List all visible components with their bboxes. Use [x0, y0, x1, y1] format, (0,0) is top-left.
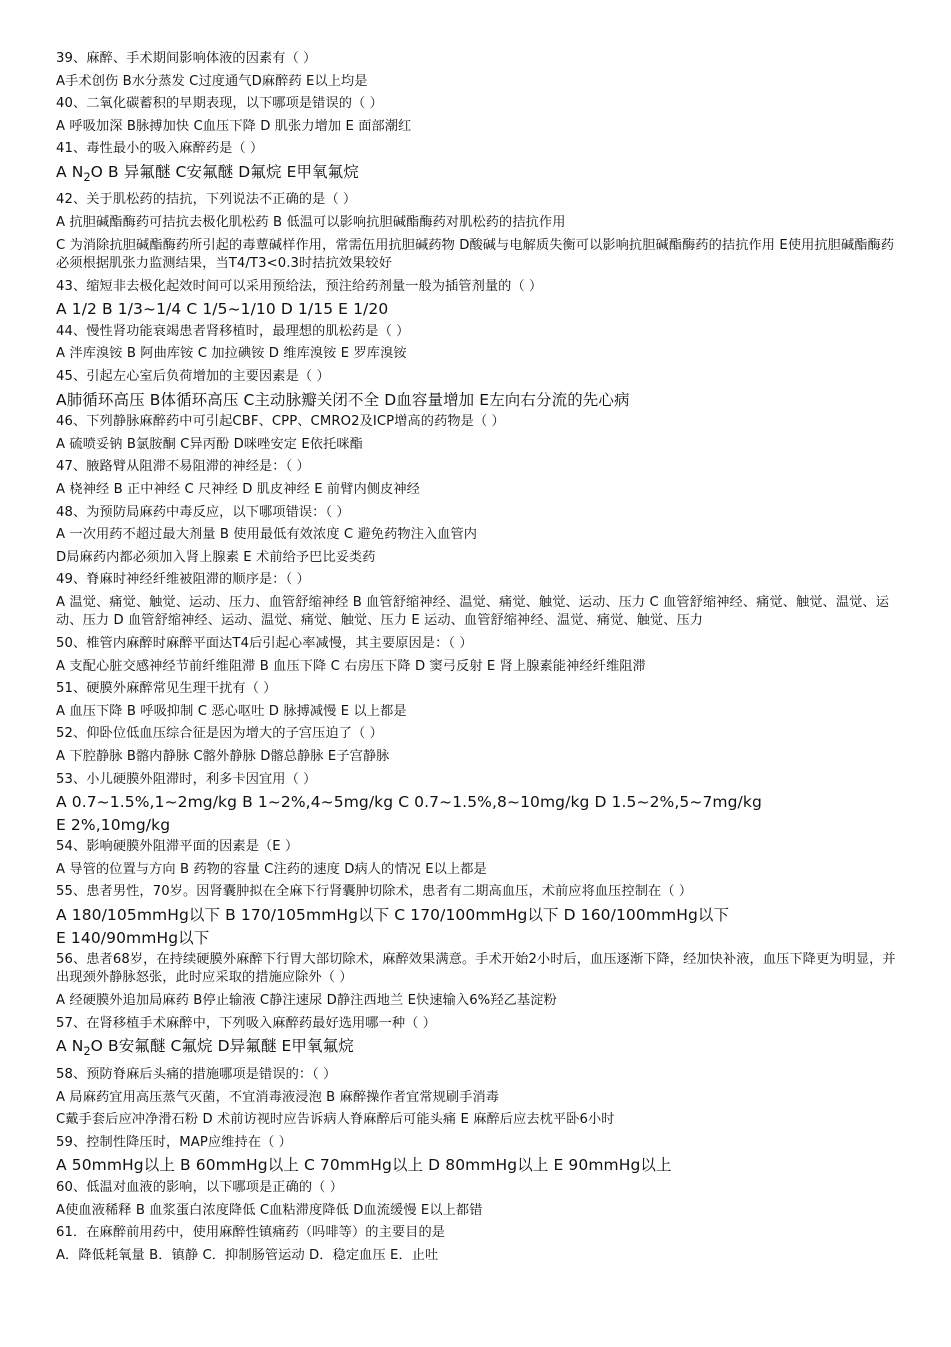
- text-line: [56, 990, 896, 1013]
- document-page: [56, 48, 896, 1267]
- line-text: 44、慢性肾功能衰竭患者肾移植时，最理想的肌松药是（ ）: [56, 323, 410, 339]
- line-text: 41、毒性最小的吸入麻醉药是（ ）: [56, 141, 264, 157]
- text-line: [56, 1132, 896, 1155]
- line-text: 51、硬膜外麻醉常见生理干扰有（ ）: [56, 681, 277, 697]
- text-line: [56, 547, 896, 570]
- text-line: [56, 161, 896, 189]
- text-line: [56, 93, 896, 116]
- text-line: [56, 189, 896, 212]
- text-line: [56, 48, 896, 71]
- line-text: A 桡神经 B 正中神经 C 尺神经 D 肌皮神经 E 前臂内侧皮神经: [56, 481, 420, 497]
- text-line: [56, 594, 896, 630]
- line-text: E 2%,10mg/kg: [56, 815, 171, 834]
- line-text: 48、为预防局麻药中毒反应，以下哪项错误：（ ）: [56, 504, 350, 520]
- line-text: 54、影响硬膜外阻滞平面的因素是（E ）: [56, 839, 299, 855]
- text-line: [56, 1109, 896, 1132]
- text-line: [56, 1154, 896, 1177]
- text-line: [56, 633, 896, 656]
- line-text: A 泮库溴铵 B 阿曲库铵 C 加拉碘铵 D 维库溴铵 E 罗库溴铵: [56, 346, 407, 362]
- text-line: [56, 321, 896, 344]
- text-line: [56, 456, 896, 479]
- line-text: E 140/90mmHg以下: [56, 928, 210, 947]
- text-line: [56, 701, 896, 724]
- line-prefix: A N: [56, 162, 84, 181]
- text-line: [56, 859, 896, 882]
- subscript: 2: [83, 1045, 91, 1059]
- text-line: [56, 389, 896, 412]
- text-line: [56, 1177, 896, 1200]
- text-line: [56, 678, 896, 701]
- text-line: [56, 1087, 896, 1110]
- text-line: [56, 524, 896, 547]
- line-text: 58、预防脊麻后头痛的措施哪项是错误的：（ ）: [56, 1066, 337, 1082]
- text-line: [56, 723, 896, 746]
- line-text: A 下腔静脉 B髂内静脉 C髂外静脉 D髂总静脉 E子宫静脉: [56, 748, 390, 764]
- line-text: D局麻药内都必须加入肾上腺素 E 术前给予巴比妥类药: [56, 549, 376, 565]
- line-text: A 硫喷妥钠 B氯胺酮 C异丙酚 D咪唑安定 E依托咪酯: [56, 436, 363, 452]
- text-line: [56, 411, 896, 434]
- text-line: [56, 881, 896, 904]
- line-text: A 50mmHg以上 B 60mmHg以上 C 70mmHg以上 D 80mmHg以上 E 90mmHg以上: [56, 1156, 672, 1175]
- line-text: A．降低耗氧量 B．镇静 C．抑制肠管运动 D．稳定血压 E．止吐: [56, 1247, 439, 1263]
- line-text: 49、脊麻时神经纤维被阻滞的顺序是：（ ）: [56, 572, 310, 588]
- line-text: A 支配心脏交感神经节前纤维阻滞 B 血压下降 C 右房压下降 D 窦弓反射 E 肾上腺素能神经纤维阻滞: [56, 658, 646, 674]
- text-line: [56, 1064, 896, 1087]
- text-line: [56, 479, 896, 502]
- line-text: A使血液稀释 B 血浆蛋白浓度降低 C血粘滞度降低 D血流缓慢 E以上都错: [56, 1202, 483, 1218]
- line-text: 39、麻醉、手术期间影响体液的因素有（ ）: [56, 51, 317, 66]
- text-line: [56, 1035, 896, 1063]
- text-line: [56, 1013, 896, 1036]
- text-line: [56, 1200, 896, 1223]
- line-text: A 血压下降 B 呼吸抑制 C 恶心呕吐 D 脉搏减慢 E 以上都是: [56, 703, 407, 719]
- line-text: C 为消除抗胆碱酯酶药所引起的毒蕈碱样作用，常需伍用抗胆碱药物 D酸碱与电解质失衡可以影响抗胆碱酯酶药的拮抗作用 E使用抗胆碱酯酶药必须根据肌张力监测结果，当T4/T3<0.3时拮抗效果较好: [56, 237, 895, 271]
- line-text: A 呼吸加深 B脉搏加快 C血压下降 D 肌张力增加 E 面部潮红: [56, 118, 412, 134]
- text-line: [56, 656, 896, 679]
- text-line: [56, 116, 896, 139]
- line-text: 59、控制性降压时，MAP应维持在（ ）: [56, 1134, 292, 1150]
- text-line: [56, 569, 896, 592]
- text-line: [56, 746, 896, 769]
- line-text: A 一次用药不超过最大剂量 B 使用最低有效浓度 C 避免药物注入血管内: [56, 527, 478, 543]
- line-text: 60、低温对血液的影响，以下哪项是正确的（ ）: [56, 1179, 344, 1195]
- text-line: [56, 904, 896, 927]
- text-line: [56, 71, 896, 94]
- subscript: 2: [83, 170, 91, 184]
- text-line: [56, 769, 896, 792]
- text-line: [56, 502, 896, 525]
- text-line: [56, 138, 896, 161]
- line-text: O B 异氟醚 C安氟醚 D氟烷 E甲氧氟烷: [90, 162, 359, 181]
- line-text: A 抗胆碱酯酶药可拮抗去极化肌松药 B 低温可以影响抗胆碱酯酶药对肌松药的拮抗作用: [56, 215, 566, 231]
- text-line: [56, 836, 896, 859]
- line-text: 42、关于肌松药的拮抗，下列说法不正确的是（ ）: [56, 192, 357, 208]
- line-text: 43、缩短非去极化起效时间可以采用预给法，预注给药剂量一般为插管剂量的（ ）: [56, 278, 543, 294]
- line-prefix: A N: [56, 1037, 84, 1056]
- text-line: [56, 927, 896, 950]
- line-text: 53、小儿硬膜外阻滞时，利多卡因宜用（ ）: [56, 771, 317, 787]
- line-text: 55、患者男性，70岁。因肾囊肿拟在全麻下行肾囊肿切除术，患者有二期高血压，术前应将血压控制在（ ）: [56, 884, 693, 900]
- text-line: [56, 951, 896, 987]
- text-line: [56, 366, 896, 389]
- line-text: O B安氟醚 C氟烷 D异氟醚 E甲氧氟烷: [90, 1037, 354, 1056]
- line-text: A 1/2 B 1/3~1/4 C 1/5~1/10 D 1/15 E 1/20: [56, 300, 389, 319]
- line-text: 50、椎管内麻醉时麻醉平面达T4后引起心率减慢，其主要原因是：（ ）: [56, 635, 473, 651]
- line-text: C戴手套后应冲净滑石粉 D 术前访视时应告诉病人脊麻醉后可能头痛 E 麻醉后应去枕平卧6小时: [56, 1112, 615, 1128]
- line-text: A肺循环高压 B体循环高压 C主动脉瓣关闭不全 D血容量增加 E左向右分流的先心病: [56, 390, 630, 409]
- line-text: A 180/105mmHg以下 B 170/105mmHg以下 C 170/100mmHg以下 D 160/100mmHg以下: [56, 906, 730, 925]
- line-text: 56、患者68岁，在持续硬膜外麻醉下行胃大部切除术，麻醉效果满意。手术开始2小时后，血压逐渐下降，经加快补液，血压下降更为明显，并出现颈外静脉怒张，此时应采取的措施应除外（ ）: [56, 952, 896, 986]
- line-text: 57、在肾移植手术麻醉中，下列吸入麻醉药最好选用哪一种（ ）: [56, 1015, 437, 1031]
- text-line: [56, 298, 896, 321]
- line-text: A 经硬膜外追加局麻药 B停止输液 C静注速尿 D静注西地兰 E快速输入6%羟乙基淀粉: [56, 993, 557, 1009]
- line-text: 61．在麻醉前用药中，使用麻醉性镇痛药（吗啡等）的主要目的是: [56, 1225, 446, 1241]
- line-text: 45、引起左心室后负荷增加的主要因素是（ ）: [56, 369, 330, 385]
- text-line: [56, 237, 896, 273]
- line-text: A手术创伤 B水分蒸发 C过度通气D麻醉药 E以上均是: [56, 73, 368, 89]
- text-line: [56, 1222, 896, 1245]
- text-line: [56, 791, 896, 814]
- line-text: 52、仰卧位低血压综合征是因为增大的子宫压迫了（ ）: [56, 726, 383, 742]
- text-line: [56, 343, 896, 366]
- line-text: 46、下列静脉麻醉药中可引起CBF、CPP、CMRO2及ICP增高的药物是（ ）: [56, 414, 505, 430]
- line-text: A 局麻药宜用高压蒸气灭菌，不宜消毒液浸泡 B 麻醉操作者宜常规刷手消毒: [56, 1089, 500, 1105]
- line-text: A 0.7~1.5%,1~2mg/kg B 1~2%,4~5mg/kg C 0.7~1.5%,8~10mg/kg D 1.5~2%,5~7mg/kg: [56, 793, 762, 812]
- text-line: [56, 1245, 896, 1268]
- text-line: [56, 814, 896, 837]
- text-line: [56, 212, 896, 235]
- text-line: [56, 276, 896, 299]
- line-text: 47、腋路臂从阻滞不易阻滞的神经是：（ ）: [56, 459, 310, 475]
- text-line: [56, 434, 896, 457]
- line-text: A 温觉、痛觉、触觉、运动、压力、血管舒缩神经 B 血管舒缩神经、温觉、痛觉、触觉、运动、压力 C 血管舒缩神经、痛觉、触觉、温觉、运动、压力 D 血管舒缩神经、运动、温觉、痛觉、触觉、压力 E 运动、血管舒缩神经、温觉、痛觉、触觉、压力: [56, 594, 889, 628]
- line-text: A 导管的位置与方向 B 药物的容量 C注药的速度 D病人的情况 E以上都是: [56, 861, 487, 877]
- line-text: 40、二氧化碳蓄积的早期表现，以下哪项是错误的（ ）: [56, 96, 383, 112]
